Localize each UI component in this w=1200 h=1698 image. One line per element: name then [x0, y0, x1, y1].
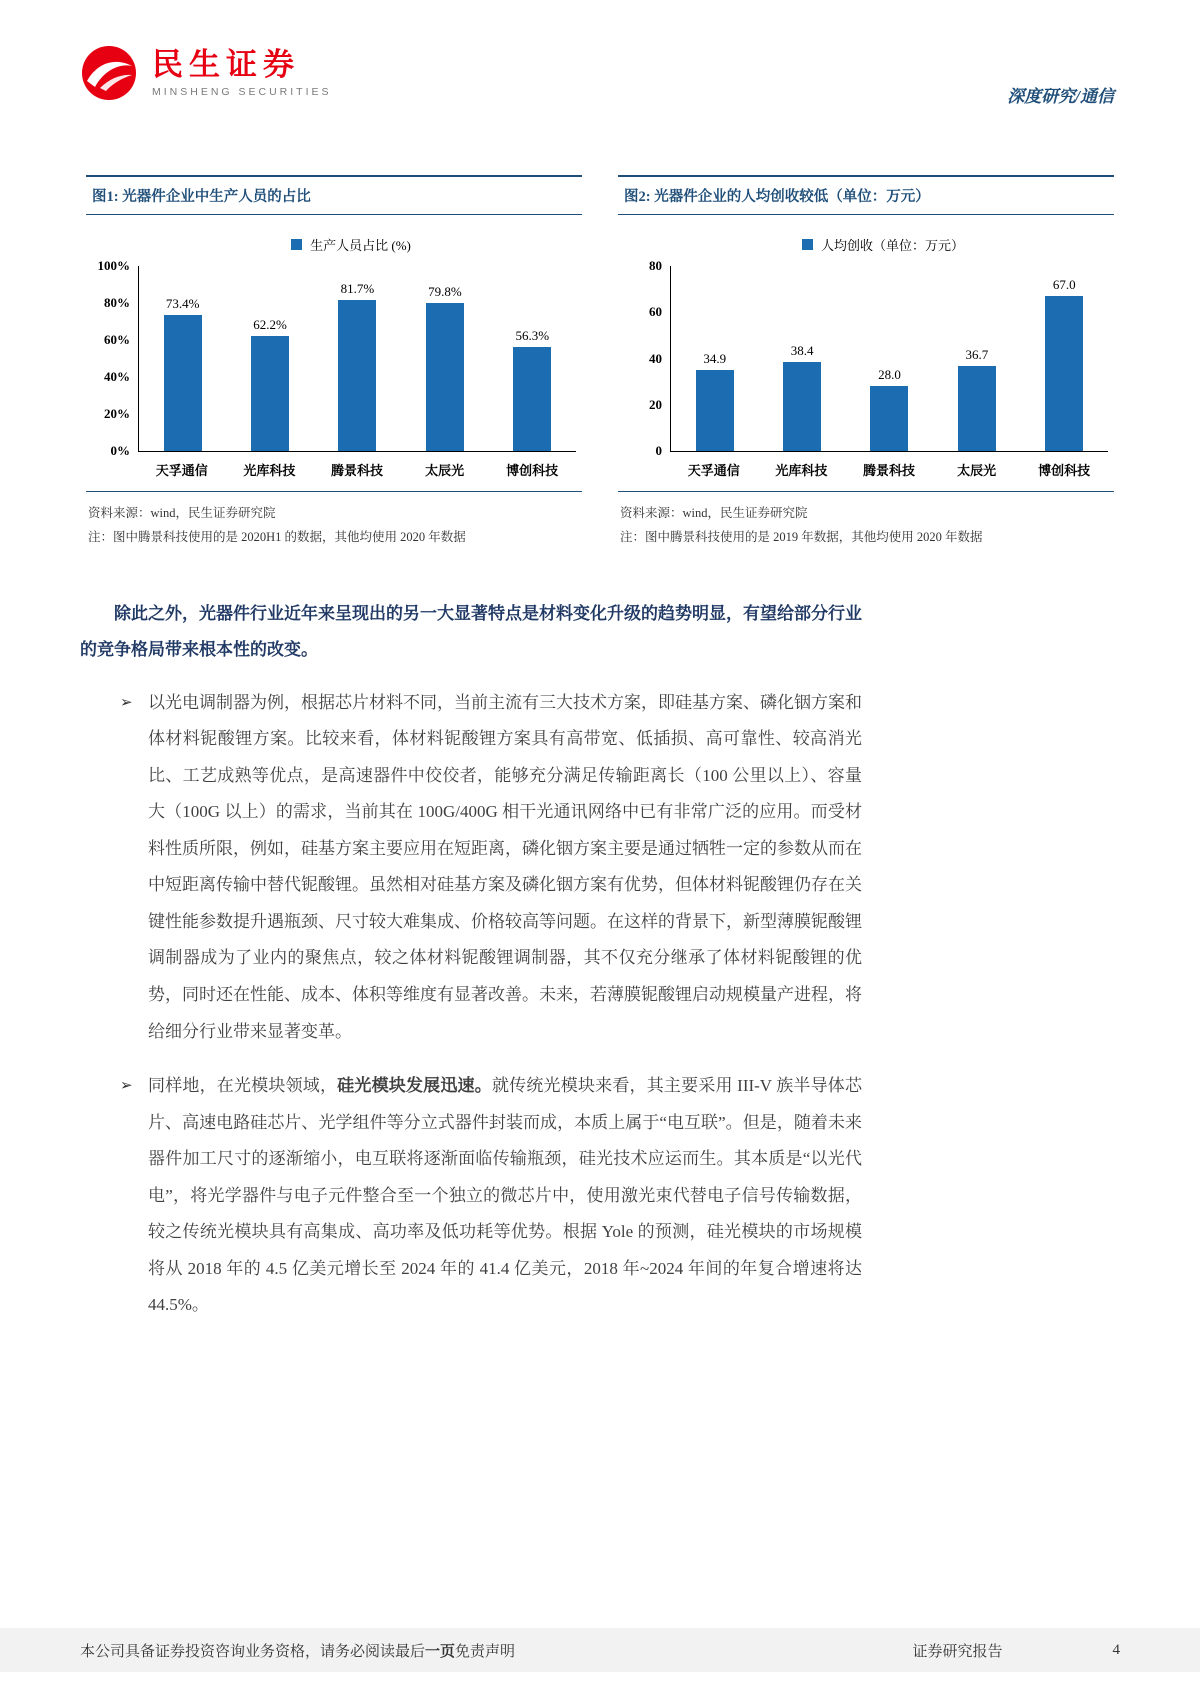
report-category: 深度研究/通信 — [1007, 87, 1114, 106]
bar — [338, 300, 376, 451]
category-label: 天孚通信 — [155, 463, 208, 478]
y-tick-label: 40% — [104, 369, 130, 384]
category-labels — [138, 452, 576, 491]
bar-group — [316, 281, 399, 451]
y-tick-label: 0 — [655, 443, 662, 458]
y-tick-label: 20% — [104, 406, 130, 421]
bar-value-label: 38.4 — [790, 343, 814, 359]
category-label: 博创科技 — [506, 463, 559, 478]
figure-2-title: 图2: 光器件企业的人均创收较低（单位：万元） — [618, 175, 1114, 215]
bar-value-label: 28.0 — [878, 367, 901, 383]
bar-value-label: 62.2% — [253, 316, 287, 332]
figures-row — [86, 175, 1114, 550]
bullet-arrow-icon: ➢ — [120, 1078, 133, 1095]
plot-area — [670, 266, 1108, 452]
bar — [164, 315, 202, 451]
footer-right — [912, 1640, 1120, 1661]
category-label: 腾景科技 — [862, 463, 915, 478]
disclaimer-pre: 本公司具备证券投资咨询业务资格，请务必阅读最后 — [80, 1643, 426, 1660]
bar-value-label: 81.7% — [340, 280, 375, 296]
y-tick-label: 40 — [649, 350, 662, 366]
category-label: 太辰光 — [425, 463, 465, 478]
bar-value-label: 67.0 — [1052, 277, 1076, 293]
category-label: 太辰光 — [957, 463, 997, 478]
figure-1-legend — [126, 235, 576, 254]
figure-2-note: 注：图中腾景科技使用的是 2019 年数据，其他均使用 2020 年数据 — [620, 529, 983, 544]
legend-swatch — [802, 239, 813, 250]
plot-area — [138, 266, 576, 452]
category-label: 博创科技 — [1038, 463, 1091, 478]
plot-row — [86, 258, 576, 458]
bar-group — [229, 317, 312, 451]
bar-group — [761, 343, 844, 451]
bar-value-label: 34.9 — [703, 351, 727, 367]
category-label: 光库科技 — [775, 463, 828, 478]
bar-group — [403, 284, 486, 451]
bullet-2-bold: 硅光模块发展迅速。 — [337, 1076, 492, 1096]
bullet-2-body: 就传统光模块来看，其主要采用 III-V 族半导体芯片、高速电路硅芯片、光学组件等分立式器件封装而成，本质上属于“电互联”。但是，随着未来器件加工尺寸的逐渐缩小，电互联将逐渐面临传输瓶颈，硅光技术应运而生。其本质是“以光代电”，将光学器件与电子元件整合至一个独立的微芯片中，使用激光束代替电子信号传输数据，较之传统光模块具有高集成、高功率及低功耗等优势。根据 Yole 的预测，硅光模块的市场规模将从 2018 年的 4.5 亿美元增长至 2024 年的 41.4 亿美元，2018 年~2024 年间的年复合增速将达 44.5%。 — [148, 1076, 863, 1315]
disclaimer-post: 免责声明 — [455, 1643, 516, 1660]
brand-subtitle: MINSHENG SECURITIES — [152, 86, 332, 99]
category-label: 天孚通信 — [687, 463, 740, 478]
bar-group — [141, 296, 224, 451]
y-tick-label: 80% — [104, 295, 130, 310]
legend-label: 生产人员占比 (%) — [310, 238, 411, 253]
bullet-1-body: 以光电调制器为例，根据芯片材料不同，当前主流有三大技术方案，即硅基方案、磷化铟方案和体材料铌酸锂方案。比较来看，体材料铌酸锂方案具有高带宽、低插损、高可靠性、较高消光比、工艺成熟等优点，是高速器件中佼佼者，能够充分满足传输距离长（100 公里以上）、容量大（100G 以上）的需求，当前其在 100G/400G 相干光通讯网络中已有非常广泛的应用。而受材料性质所限，例如，硅基方案主要应用在短距离，磷化铟方案主要是通过牺牲一定的参数从而在中短距离传输中替代铌酸锂。虽然相对硅基方案及磷化铟方案有优势，但体材料铌酸锂仍存在关键性能参数提升遇瓶颈、尺寸较大难集成、价格较高等问题。在这样的背景下，新型薄膜铌酸锂调制器成为了业内的聚焦点，较之体材料铌酸锂调制器，其不仅充分继承了体材料铌酸锂的优势，同时还在性能、成本、体积等维度有显著改善。未来，若薄膜铌酸锂启动规模量产进程，将给细分行业带来显著变革。 — [148, 692, 862, 1041]
logo-icon — [80, 44, 138, 102]
y-tick-label: 100% — [97, 258, 130, 273]
legend-label: 人均创收（单位：万元） — [820, 238, 964, 253]
bar-value-label: 36.7 — [965, 347, 989, 363]
bar — [870, 386, 908, 451]
bar — [251, 336, 289, 451]
bullet-2 — [80, 1068, 862, 1324]
figure-2 — [618, 175, 1114, 550]
figure-1-chart — [86, 215, 582, 492]
y-tick-label: 60 — [649, 304, 662, 320]
bar-group — [935, 347, 1018, 451]
disclaimer-bold: 一页 — [425, 1643, 456, 1660]
report-type-label: 证券研究报告 — [912, 1643, 1003, 1660]
bar — [426, 303, 464, 451]
bullet-1-text — [148, 685, 862, 1050]
legend-swatch — [291, 239, 302, 250]
bar-group — [491, 328, 574, 451]
figure-2-chart — [618, 215, 1114, 492]
y-tick-label: 0% — [110, 443, 130, 458]
brand-name: 民生证券 — [152, 46, 300, 82]
bar-group — [673, 351, 756, 451]
figure-1-note: 注：图中腾景科技使用的是 2020H1 的数据，其他均使用 2020 年数据 — [88, 529, 466, 544]
category-labels — [670, 452, 1108, 491]
bullet-1 — [80, 685, 862, 1050]
category-label: 光库科技 — [243, 463, 296, 478]
y-axis — [618, 258, 670, 458]
plot-row — [618, 258, 1108, 458]
y-tick-label: 60% — [104, 332, 130, 347]
bullet-2-text — [148, 1068, 862, 1324]
figure-1 — [86, 175, 582, 550]
intro-paragraph: 除此之外，光器件行业近年来呈现出的另一大显著特点是材料变化升级的趋势明显，有望给部分行业的竞争格局带来根本性的改变。 — [80, 603, 862, 660]
bar-value-label: 79.8% — [428, 284, 462, 300]
figure-1-notes — [86, 492, 582, 550]
bar — [1045, 296, 1083, 451]
bar — [513, 347, 551, 451]
footer — [0, 1628, 1200, 1672]
figure-2-legend — [658, 235, 1108, 254]
bar — [958, 366, 996, 451]
bullet-arrow-icon: ➢ — [120, 694, 133, 711]
body-text — [80, 596, 862, 1324]
figure-1-title: 图1: 光器件企业中生产人员的占比 — [86, 175, 582, 215]
figure-1-source: 资料来源：wind，民生证券研究院 — [88, 506, 276, 520]
figure-2-source: 资料来源：wind，民生证券研究院 — [620, 506, 808, 520]
y-tick-label: 20 — [649, 396, 662, 412]
bullet-2-lead: 同样地，在光模块领域， — [148, 1076, 338, 1096]
bar-group — [1023, 277, 1106, 451]
category-label: 腾景科技 — [330, 463, 383, 478]
disclaimer-text — [80, 1640, 515, 1661]
bar-group — [848, 367, 931, 451]
figure-2-notes — [618, 492, 1114, 550]
y-tick-label: 80 — [649, 258, 662, 273]
bar — [783, 362, 821, 451]
bar-value-label: 73.4% — [165, 296, 200, 312]
page-header — [0, 0, 1200, 107]
bar-value-label: 56.3% — [515, 327, 550, 343]
page-number: 4 — [1112, 1641, 1120, 1658]
bar — [696, 370, 734, 451]
logo-texts — [152, 48, 332, 98]
y-axis — [86, 258, 138, 458]
minsheng-logo — [80, 44, 332, 102]
